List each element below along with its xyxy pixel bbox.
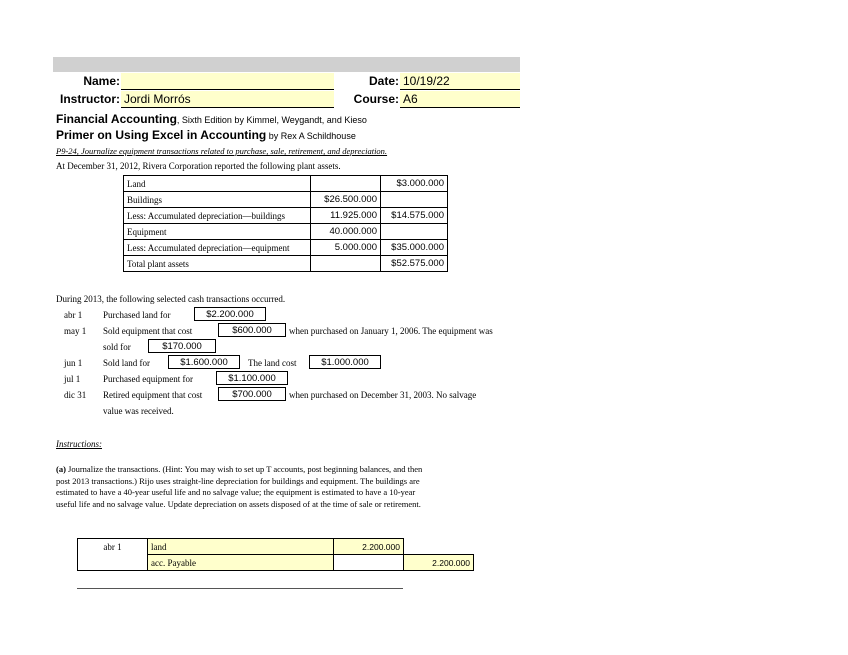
t5-text: Retired equipment that cost: [103, 390, 203, 400]
asset-total: $52.575.000: [381, 256, 448, 272]
t3-text: Sold land for: [103, 358, 150, 368]
course-field[interactable]: A6: [400, 91, 520, 108]
instructor-field[interactable]: Jordi Morrós: [121, 91, 334, 108]
course-label: Course:: [353, 92, 399, 106]
asset-col2: $35.000.000: [381, 240, 448, 256]
part-a-label: (a): [56, 464, 66, 474]
book-title-bold: Financial Accounting: [56, 112, 177, 126]
t2-date: may 1: [64, 326, 87, 336]
table-row: [124, 240, 448, 256]
journal-date[interactable]: abr 1: [78, 539, 148, 555]
t4-date: jul 1: [64, 374, 81, 384]
primer-title: [56, 126, 356, 144]
t5-date: dic 31: [64, 390, 87, 400]
problem-title: P9-24, Journalize equipment transactions related to purchase, sale, retirement, and depreciation.: [56, 146, 388, 156]
intro-text: At December 31, 2012, Rivera Corporation reported the following plant assets.: [56, 161, 341, 171]
plant-assets-table: [123, 175, 448, 272]
instructions-line-1: Journalize the transactions. (Hint: You may wish to set up T accounts, post beginning balances, and then: [68, 464, 423, 474]
instructions-body: [56, 464, 422, 510]
asset-label: Less: Accumulated depreciation—buildings: [124, 208, 311, 224]
asset-label: Land: [124, 176, 311, 192]
primer-title-bold: Primer on Using Excel in Accounting: [56, 128, 267, 142]
t5-after: when purchased on December 31, 2003. No salvage: [289, 390, 477, 400]
t1-date: abr 1: [64, 310, 83, 320]
t5-amount: $700.000: [218, 387, 286, 401]
date-field[interactable]: 10/19/22: [400, 73, 520, 90]
asset-col1: 40.000.000: [311, 224, 381, 240]
asset-col1: [311, 256, 381, 272]
journal-date[interactable]: [78, 555, 148, 571]
asset-label: Total plant assets: [124, 256, 311, 272]
t3-date: jun 1: [64, 358, 83, 368]
journal-credit[interactable]: [404, 539, 474, 555]
t4-text: Purchased equipment for: [103, 374, 193, 384]
asset-col2: [381, 224, 448, 240]
primer-title-rest: by Rex A Schildhouse: [266, 131, 356, 141]
table-row: [78, 539, 474, 555]
table-row: [124, 224, 448, 240]
journal-debit[interactable]: 2.200.000: [334, 539, 404, 555]
asset-label: Equipment: [124, 224, 311, 240]
journal-table: [77, 538, 474, 571]
instructions-line-3: estimated to have a 40-year useful life and no salvage value; the equipment is estimated to have a 10-year: [56, 487, 416, 497]
date-label: Date:: [368, 74, 399, 88]
t2-text: Sold equipment that cost: [103, 326, 193, 336]
instructions-line: [56, 464, 422, 476]
asset-col1: 5.000.000: [311, 240, 381, 256]
instructor-label: Instructor:: [60, 92, 120, 106]
table-row: [124, 256, 448, 272]
table-row: [124, 176, 448, 192]
t1-amount: $2.200.000: [194, 307, 266, 321]
during-text: During 2013, the following selected cash transactions occurred.: [56, 294, 286, 304]
instructions-line-4: useful life and no salvage value. Update depreciation on assets disposed of at the time of sale or retirement.: [56, 498, 421, 509]
t5-line2: value was received.: [103, 406, 174, 416]
asset-col2: $14.575.000: [381, 208, 448, 224]
journal-account[interactable]: acc. Payable: [148, 555, 334, 571]
asset-label: Less: Accumulated depreciation—equipment: [124, 240, 311, 256]
asset-col1: [311, 176, 381, 192]
t1-text: Purchased land for: [103, 310, 171, 320]
t2-amount: $600.000: [218, 323, 286, 337]
asset-col1: 11.925.000: [311, 208, 381, 224]
journal-account[interactable]: land: [148, 539, 334, 555]
instructions-line-2: post 2013 transactions.) Rijo uses straight-line depreciation for buildings and equipment. The buildings are: [56, 475, 420, 486]
asset-label: Buildings: [124, 192, 311, 208]
header-band: [53, 57, 520, 72]
name-label: Name:: [83, 74, 120, 88]
asset-col1: $26.500.000: [311, 192, 381, 208]
instructions-heading: Instructions:: [56, 439, 102, 449]
t3-cost: $1.000.000: [309, 355, 381, 369]
t3-amount: $1.600.000: [168, 355, 240, 369]
asset-col2: [381, 192, 448, 208]
t4-amount: $1.100.000: [216, 371, 288, 385]
table-row: [124, 192, 448, 208]
book-title-rest: , Sixth Edition by Kimmel, Weygandt, and Kieso: [176, 115, 367, 125]
name-field[interactable]: [121, 73, 334, 90]
t2-sold: $170.000: [148, 339, 216, 353]
divider-line: [77, 588, 403, 589]
table-row: [124, 208, 448, 224]
asset-col2: $3.000.000: [381, 176, 448, 192]
journal-credit[interactable]: 2.200.000: [404, 555, 474, 571]
journal-debit[interactable]: [334, 555, 404, 571]
table-row: [78, 555, 474, 571]
t2-after: when purchased on January 1, 2006. The equipment was: [289, 326, 493, 336]
t3-mid: The land cost: [248, 358, 297, 368]
t2-line2: sold for: [103, 342, 131, 352]
